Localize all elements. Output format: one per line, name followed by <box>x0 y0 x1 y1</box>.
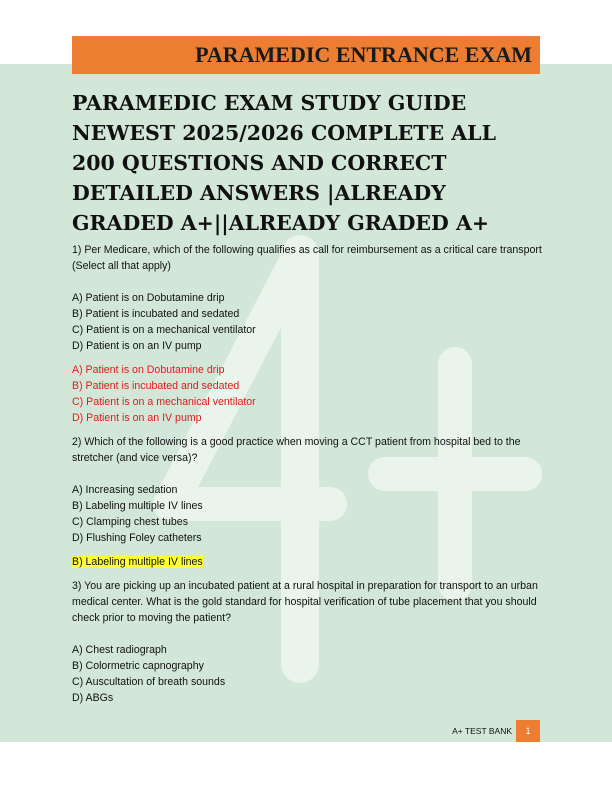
option: A) Patient is on Dobutamine drip <box>72 292 225 304</box>
option: C) Patient is on a mechanical ventilator <box>72 324 256 336</box>
option: B) Colormetric capnography <box>72 660 204 672</box>
option: C) Auscultation of breath sounds <box>72 676 226 688</box>
option: B) Labeling multiple IV lines <box>72 500 203 512</box>
question-3-options <box>72 642 542 706</box>
question-1-options <box>72 290 542 354</box>
option: A) Increasing sedation <box>72 484 178 496</box>
page-footer <box>0 720 612 742</box>
option: A) Chest radiograph <box>72 644 167 656</box>
question-1-text: 1) Per Medicare, which of the following qualifies as call for reimbursement as a critical care transport (Select all that apply) <box>72 244 542 272</box>
question-2-answers <box>72 554 542 570</box>
option: D) Flushing Foley catheters <box>72 532 202 544</box>
answer: A) Patient is on Dobutamine drip <box>72 364 225 376</box>
question-2-options <box>72 482 542 546</box>
question-2-text: 2) Which of the following is a good practice when moving a CCT patient from hospital bed to the stretcher (and vice versa)? <box>72 436 521 464</box>
option: C) Clamping chest tubes <box>72 516 188 528</box>
answer-highlight: B) Labeling multiple IV lines <box>72 556 203 568</box>
option: D) ABGs <box>72 692 114 704</box>
option: B) Patient is incubated and sedated <box>72 308 240 320</box>
answer: B) Patient is incubated and sedated <box>72 380 240 392</box>
banner-title: PARAMEDIC ENTRANCE EXAM <box>195 42 532 67</box>
header-banner <box>72 36 540 74</box>
question-list <box>72 242 542 714</box>
document-title: PARAMEDIC EXAM STUDY GUIDE NEWEST 2025/2026 COMPLETE ALL 200 QUESTIONS AND CORRECT DETAILED ANSWERS |ALREADY GRADED A+||ALREADY GRADED A+ <box>72 91 497 235</box>
option: D) Patient is on an IV pump <box>72 340 202 352</box>
question-3-text: 3) You are picking up an incubated patient at a rural hospital in preparation for transport to an urban medical center. What is the gold standard for hospital verification of tube placement that you should check prior to moving the patient? <box>72 580 538 624</box>
answer: D) Patient is on an IV pump <box>72 412 202 424</box>
answer: C) Patient is on a mechanical ventilator <box>72 396 256 408</box>
question-1-answers <box>72 362 542 426</box>
footer-label: A+ TEST BANK <box>452 726 512 736</box>
page-number: 1 <box>516 720 540 742</box>
